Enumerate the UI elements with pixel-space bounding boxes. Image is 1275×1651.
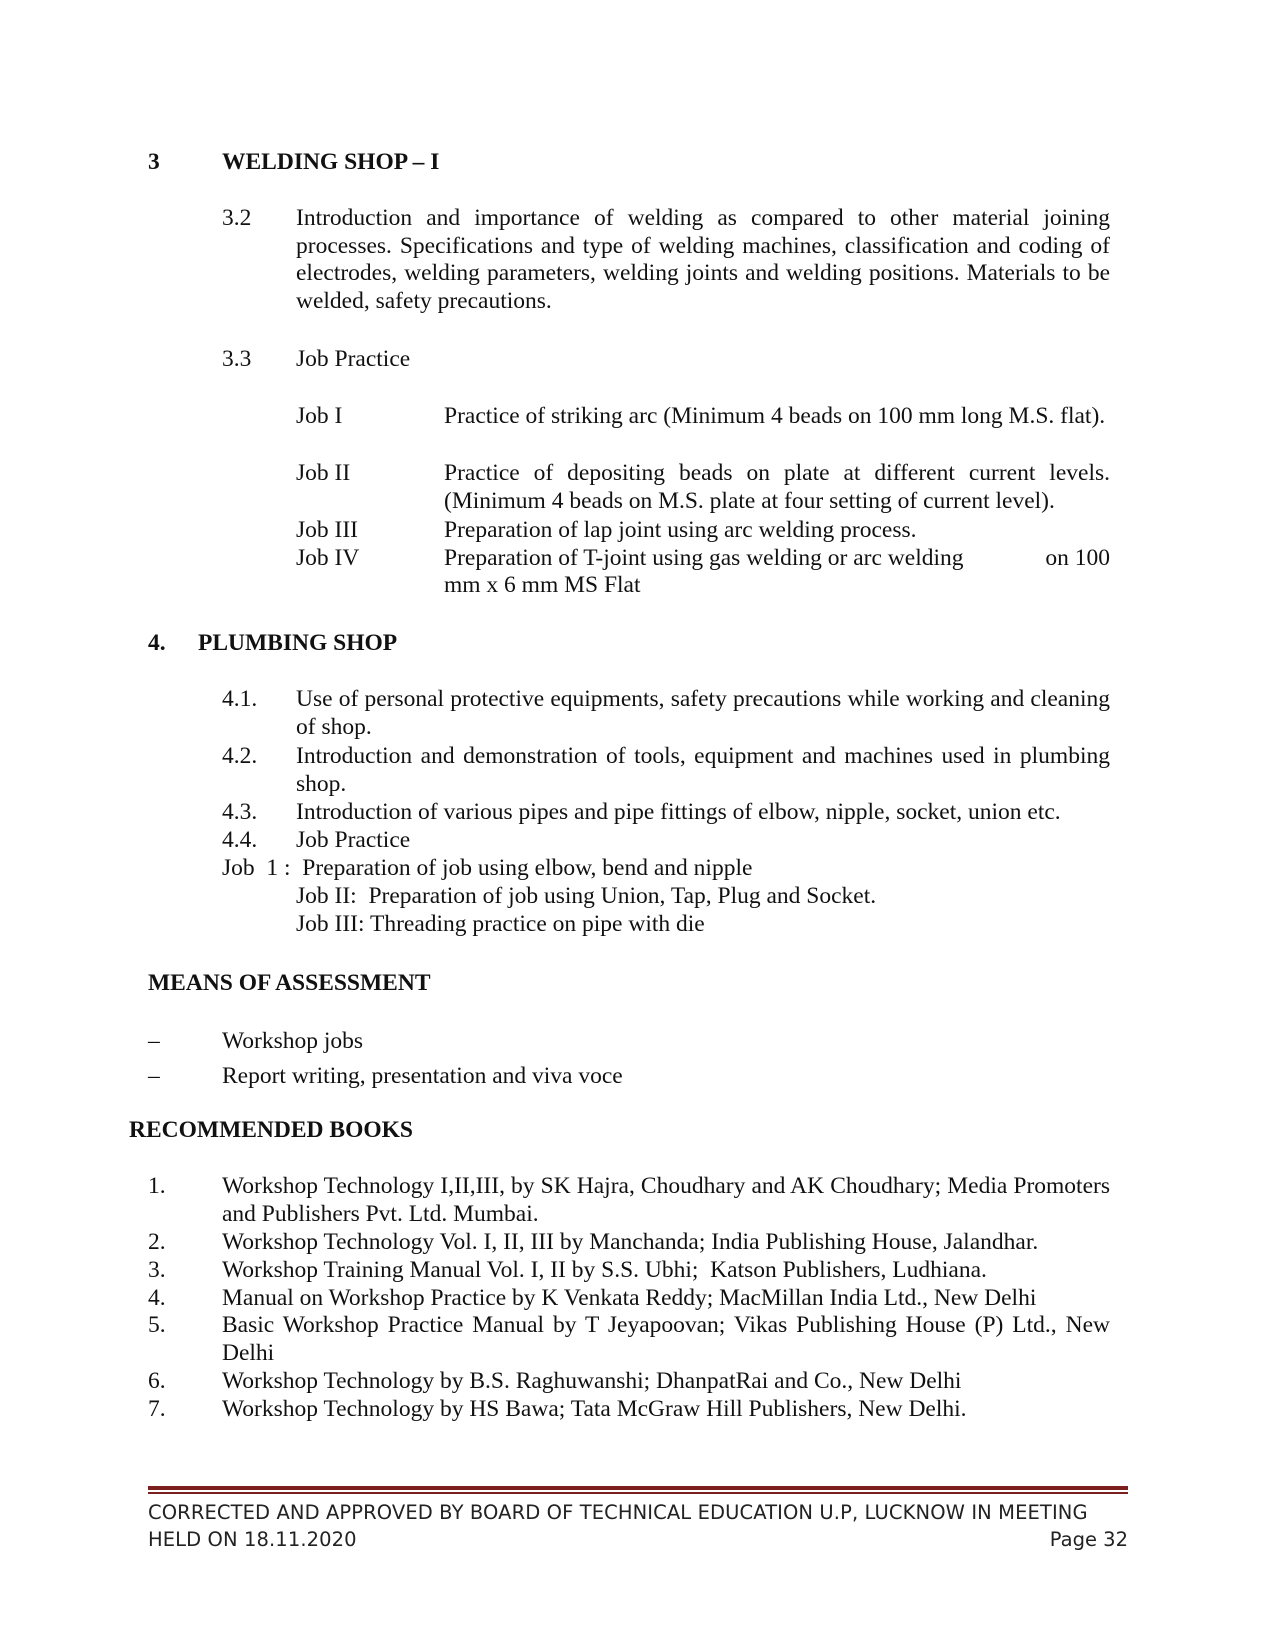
book-number: 4. [148,1285,166,1311]
section-number: 4. [148,630,166,656]
section-title: WELDING SHOP – I [222,149,440,175]
job-text: Preparation of lap joint using arc welding process. [444,517,917,543]
footer-rule-thick [148,1486,1128,1490]
plumbing-job: Job 1 : Preparation of job using elbow, bend and nipple [222,855,753,881]
book-text: Workshop Technology I,II,III, by SK Hajra, Choudhary and AK Choudhary; Media Promoters and Publishers Pvt. Ltd. Mumbai. [222,1173,1110,1227]
job-label: Job IV [296,545,360,571]
book-text: Workshop Technology Vol. I, II, III by Manchanda; India Publishing House, Jalandhar. [222,1229,1039,1255]
item-number: 3.3 [222,346,252,372]
job-text-end: on 100 [1045,545,1110,571]
item-number: 4.2. [222,743,258,769]
book-text: Workshop Technology by HS Bawa; Tata McGraw Hill Publishers, New Delhi. [222,1396,967,1422]
item-number: 4.3. [222,799,258,825]
dash-bullet: – [148,1063,160,1089]
job-label: Job II [296,460,351,486]
job-label: Job III [296,517,358,543]
item-text: Introduction of various pipes and pipe fittings of elbow, nipple, socket, union etc. [296,799,1061,825]
footer-line: CORRECTED AND APPROVED BY BOARD OF TECHNICAL EDUCATION U.P, LUCKNOW IN MEETING [148,1501,1088,1524]
job-text: Practice of depositing beads on plate at different current levels. (Minimum 4 beads on M.S. plate at four setting of current level). [444,460,1110,514]
item-text: Use of personal protective equipments, safety precautions while working and cleaning of shop. [296,686,1110,740]
book-number: 3. [148,1257,166,1283]
plumbing-job: Job II: Preparation of job using Union, Tap, Plug and Socket. [296,883,877,909]
book-number: 6. [148,1368,166,1394]
book-number: 1. [148,1173,166,1199]
plumbing-job: Job III: Threading practice on pipe with die [296,911,705,937]
section-number: 3 [148,149,160,175]
item-number: 3.2 [222,205,252,231]
job-text-cont: mm x 6 mm MS Flat [444,572,641,598]
item-text: Introduction and demonstration of tools, equipment and machines used in plumbing shop. [296,743,1110,797]
item-text: Job Practice [296,346,411,372]
job-text: Practice of striking arc (Minimum 4 beads on 100 mm long M.S. flat). [444,403,1106,429]
book-number: 7. [148,1396,166,1422]
dash-bullet: – [148,1028,160,1054]
item-text: Job Practice [296,827,411,853]
assessment-item: Report writing, presentation and viva voce [222,1063,623,1089]
section-title: RECOMMENDED BOOKS [129,1117,413,1143]
book-number: 5. [148,1312,166,1338]
book-number: 2. [148,1229,166,1255]
job-text: Preparation of T-joint using gas welding or arc welding [444,545,964,571]
item-number: 4.4. [222,827,258,853]
book-text: Basic Workshop Practice Manual by T Jeyapoovan; Vikas Publishing House (P) Ltd., New Delhi [222,1312,1110,1366]
footer-line: HELD ON 18.11.2020 [148,1528,357,1551]
book-text: Manual on Workshop Practice by K Venkata Reddy; MacMillan India Ltd., New Delhi [222,1285,1037,1311]
book-text: Workshop Training Manual Vol. I, II by S.S. Ubhi; Katson Publishers, Ludhiana. [222,1257,987,1283]
item-text: Introduction and importance of welding as compared to other material joining processes. Specifications and type of welding machines, classification and coding of electrodes, welding parameters, welding joints and welding positions. Materials to be welded, safety precautions. [296,205,1110,314]
assessment-item: Workshop jobs [222,1028,364,1054]
job-label: Job I [296,403,343,429]
book-text: Workshop Technology by B.S. Raghuwanshi; DhanpatRai and Co., New Delhi [222,1368,962,1394]
section-title: PLUMBING SHOP [198,630,398,656]
section-title: MEANS OF ASSESSMENT [148,970,431,996]
page-number: Page 32 [1049,1528,1128,1551]
item-number: 4.1. [222,686,258,712]
footer-rule-thin [148,1492,1128,1494]
